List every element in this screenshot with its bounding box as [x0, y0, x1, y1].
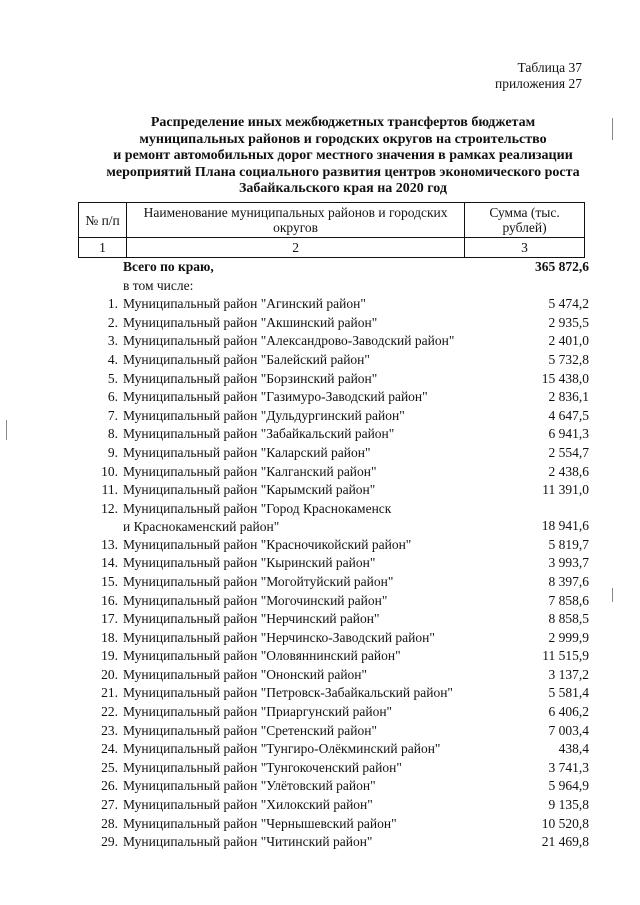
- row-number: 13.: [101, 536, 118, 552]
- table-row: [78, 592, 589, 611]
- row-number: 14.: [101, 555, 118, 571]
- row-number: 6.: [107, 389, 118, 405]
- row-amount: 5 474,2: [548, 296, 589, 312]
- row-district-name: Муниципальный район "Александрово-Заводский район": [123, 333, 455, 349]
- row-amount: 4 647,5: [548, 407, 589, 423]
- row-district-name: Муниципальный район "Нерчинско-Заводский район": [123, 629, 435, 645]
- row-district-name: Муниципальный район "Балейский район": [123, 351, 370, 367]
- row-amount: 5 819,7: [548, 536, 589, 552]
- table-number: Таблица 37: [517, 60, 582, 75]
- including-row: [78, 277, 589, 296]
- table-row: [78, 481, 589, 500]
- title-line: муниципальных районов и городских округов на строительство: [139, 131, 547, 147]
- table-row: [78, 536, 589, 555]
- total-value: 365 872,6: [535, 259, 589, 274]
- row-amount: 8 858,5: [548, 611, 589, 627]
- document-title: [100, 115, 586, 198]
- row-district-name: Муниципальный район "Каларский район": [123, 444, 371, 460]
- table-reference: [495, 60, 582, 92]
- table-row: [78, 833, 589, 852]
- margin-mark: [612, 588, 613, 602]
- row-district-name: Муниципальный район "Борзинский район": [123, 370, 378, 386]
- row-district-name: Муниципальный район "Акшинский район": [123, 314, 378, 330]
- table-row: [78, 759, 589, 778]
- row-district-name: Муниципальный район "Петровск-Забайкальский район": [123, 685, 453, 701]
- row-amount: 9 135,8: [548, 797, 589, 813]
- table-header: [78, 202, 585, 258]
- title-line: мероприятий Плана социального развития центров экономического роста: [106, 164, 580, 180]
- row-number: 27.: [101, 797, 118, 813]
- table-row: [78, 777, 589, 796]
- title-line: Распределение иных межбюджетных трансфертов бюджетам: [150, 115, 536, 130]
- table-row: [78, 314, 589, 333]
- row-number: 22.: [101, 704, 118, 720]
- row-number: 29.: [101, 834, 118, 850]
- appendix-number: приложения 27: [494, 76, 582, 91]
- row-district-name: Муниципальный район "Тунгокоченский район": [123, 759, 402, 775]
- table-row: [78, 647, 589, 666]
- title-line: и ремонт автомобильных дорог местного значения в рамках реализации: [113, 148, 573, 163]
- row-district-name: Муниципальный район "Забайкальский район": [123, 426, 395, 442]
- row-number: 1.: [107, 296, 118, 312]
- row-district-name: Муниципальный район "Чернышевский район": [123, 815, 397, 831]
- row-number: 7.: [107, 407, 118, 423]
- row-amount: 3 993,7: [548, 555, 589, 571]
- row-number: 3.: [107, 333, 118, 349]
- row-amount: 2 935,5: [548, 314, 589, 330]
- row-district-name: Муниципальный район "Приаргунский район": [123, 704, 393, 720]
- row-amount: 18 941,6: [541, 518, 589, 534]
- row-amount: 11 515,9: [542, 648, 589, 664]
- row-number: 18.: [101, 629, 118, 645]
- row-number: 4.: [107, 351, 118, 367]
- row-number: 28.: [101, 815, 118, 831]
- row-amount: 438,4: [558, 741, 589, 757]
- table-row: [78, 388, 589, 407]
- table-row: [78, 740, 589, 759]
- row-amount: 7 003,4: [548, 722, 589, 738]
- table-row: [78, 370, 589, 389]
- table-row: [78, 610, 589, 629]
- row-number: 8.: [107, 426, 118, 442]
- row-number: 12.: [101, 500, 118, 516]
- header-name-column: Наименование муниципальных районов и городских округов: [127, 203, 465, 238]
- table-row: [78, 295, 589, 314]
- margin-mark: [612, 118, 613, 140]
- row-number: 19.: [101, 648, 118, 664]
- row-number: 11.: [101, 482, 118, 498]
- row-district-name: Муниципальный район "Карымский район": [123, 482, 376, 498]
- row-amount: 8 397,6: [548, 573, 589, 589]
- total-row: [78, 258, 589, 277]
- row-district-name: Муниципальный район "Ононский район": [123, 666, 368, 682]
- row-amount: 2 999,9: [548, 629, 589, 645]
- row-number: 24.: [101, 741, 118, 757]
- row-number: 26.: [101, 778, 118, 794]
- header-index-1: 1: [79, 238, 127, 258]
- row-amount: 6 941,3: [548, 426, 589, 442]
- table-row: [78, 666, 589, 685]
- row-district-name: Муниципальный район "Агинский район": [123, 296, 366, 312]
- row-number: 20.: [101, 666, 118, 682]
- table-row: [78, 684, 589, 703]
- row-amount: 2 554,7: [548, 444, 589, 460]
- table-row: [78, 703, 589, 722]
- table-row: [78, 500, 589, 536]
- row-amount: 2 438,6: [548, 463, 589, 479]
- row-district-name: Муниципальный район "Газимуро-Заводский район": [123, 389, 428, 405]
- row-district-name: Муниципальный район "Дульдургинский район": [123, 407, 405, 423]
- table-row: [78, 554, 589, 573]
- row-district-name: Муниципальный район "Улётовский район": [123, 778, 376, 794]
- table-row: [78, 444, 589, 463]
- row-district-name: Муниципальный район "Калганский район": [123, 463, 377, 479]
- row-district-name: Муниципальный район "Красночикойский район": [123, 536, 412, 552]
- table-row: [78, 796, 589, 815]
- table-row: [78, 815, 589, 834]
- table-row: [78, 573, 589, 592]
- total-label: Всего по краю,: [123, 259, 214, 274]
- row-number: 17.: [101, 611, 118, 627]
- row-district-name-line: и Краснокаменский район": [123, 518, 280, 534]
- row-amount: 3 741,3: [548, 759, 589, 775]
- row-amount: 5 581,4: [548, 685, 589, 701]
- row-district-name: Муниципальный район "Кыринский район": [123, 555, 376, 571]
- row-amount: 15 438,0: [541, 370, 589, 386]
- row-number: 2.: [107, 314, 118, 330]
- margin-mark: [6, 420, 7, 440]
- row-district-name: Муниципальный район "Хилокский район": [123, 797, 373, 813]
- row-amount: 10 520,8: [541, 815, 589, 831]
- row-number: 10.: [101, 463, 118, 479]
- header-sum-column: Сумма (тыс. рублей): [465, 203, 585, 238]
- row-amount: 6 406,2: [548, 704, 589, 720]
- row-number: 15.: [101, 573, 118, 589]
- row-amount: 3 137,2: [548, 666, 589, 682]
- row-number: 16.: [101, 592, 118, 608]
- row-amount: 5 964,9: [548, 778, 589, 794]
- table-row: [78, 425, 589, 444]
- title-line: Забайкальского края на 2020 год: [239, 181, 447, 196]
- row-district-name: Муниципальный район "Сретенский район": [123, 722, 377, 738]
- row-district-name: Муниципальный район "Читинский район": [123, 834, 373, 850]
- row-number: 5.: [107, 370, 118, 386]
- row-amount: 2 401,0: [548, 333, 589, 349]
- table-row: [78, 629, 589, 648]
- table-row: [78, 722, 589, 741]
- table-body: [78, 258, 589, 852]
- row-district-name: Муниципальный район "Оловяннинский район": [123, 648, 401, 664]
- table-row: [78, 332, 589, 351]
- header-number-column: № п/п: [79, 203, 127, 238]
- table-row: [78, 351, 589, 370]
- table-row: [78, 463, 589, 482]
- row-amount: 5 732,8: [548, 351, 589, 367]
- row-amount: 7 858,6: [548, 592, 589, 608]
- header-index-2: 2: [127, 238, 465, 258]
- row-amount: 11 391,0: [542, 482, 589, 498]
- including-label: в том числе:: [123, 277, 194, 293]
- row-number: 9.: [107, 444, 118, 460]
- row-district-name-line: Муниципальный район "Город Краснокаменск: [123, 500, 392, 516]
- row-district-name: [123, 500, 469, 536]
- row-amount: 2 836,1: [548, 389, 589, 405]
- row-number: 23.: [101, 722, 118, 738]
- row-district-name: Муниципальный район "Тунгиро-Олёкминский район": [123, 741, 441, 757]
- row-district-name: Муниципальный район "Нерчинский район": [123, 611, 380, 627]
- row-district-name: Муниципальный район "Могойтуйский район": [123, 573, 394, 589]
- row-amount: 21 469,8: [541, 834, 589, 850]
- row-number: 25.: [101, 759, 118, 775]
- header-index-3: 3: [465, 238, 585, 258]
- row-number: 21.: [101, 685, 118, 701]
- row-district-name: Муниципальный район "Могочинский район": [123, 592, 388, 608]
- table-row: [78, 407, 589, 426]
